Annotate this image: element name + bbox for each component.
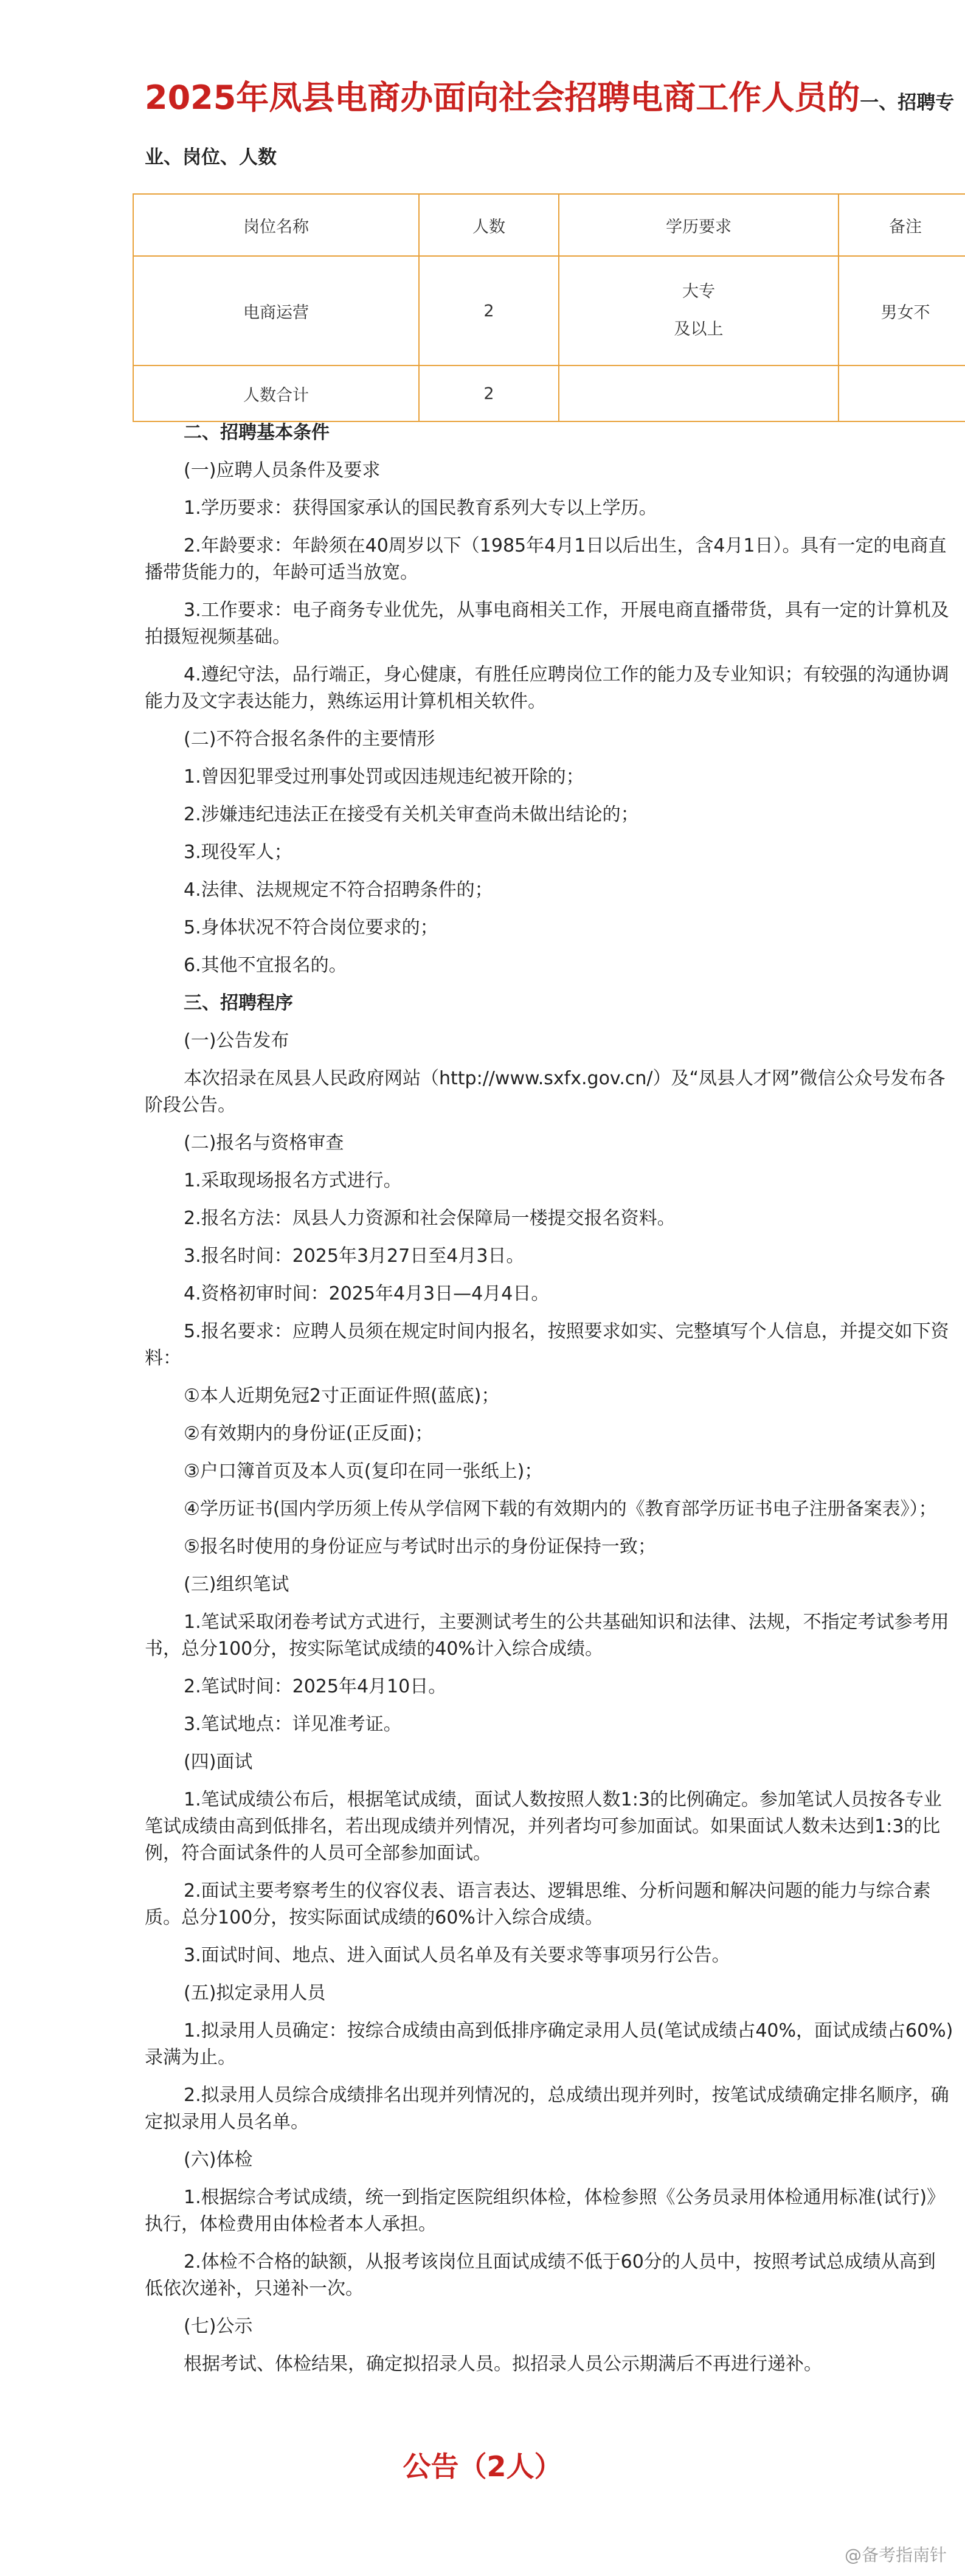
cell-position-name: 电商运营: [133, 256, 419, 365]
paragraph: 2.拟录用人员综合成绩排名出现并列情况的，总成绩出现并列时，按笔试成绩确定排名顺序，确定拟录用人员名单。: [145, 2085, 949, 2133]
paragraph: 2.体检不合格的缺额，从报考该岗位且面试成绩不低于60分的人员中，按照考试总成绩从高到低依次递补，只递补一次。: [145, 2251, 936, 2299]
footer-title: 公告（2人）: [403, 2450, 562, 2483]
cell-total-label: 人数合计: [133, 365, 419, 421]
document-body: [145, 420, 953, 2389]
paragraph: ②有效期内的身份证(正反面)；: [184, 1423, 434, 1444]
paragraph: 根据考试、体检结果，确定拟招录人员。拟招录人员公示期满后不再进行递补。: [184, 2353, 822, 2375]
paragraph: 2.报名方法：凤县人力资源和社会保障局一楼提交报名资料。: [184, 1208, 676, 1229]
paragraph: ③户口簿首页及本人页(复印在同一张纸上)；: [184, 1461, 543, 1482]
paragraph: 4.法律、法规规定不符合招聘条件的；: [184, 879, 493, 901]
paragraph: 2.年龄要求：年龄须在40周岁以下（1985年4月1日以后出生，含4月1日）。具有一定的电商直播带货能力的，年龄可适当放宽。: [145, 535, 947, 583]
paragraph: ⑤报名时使用的身份证应与考试时出示的身份证保持一致；: [184, 1536, 656, 1557]
paragraph: 1.学历要求：获得国家承认的国民教育系列大专以上学历。: [184, 497, 657, 519]
paragraph: 3.面试时间、地点、进入面试人员名单及有关要求等事项另行公告。: [184, 1945, 730, 1966]
cell-empty: [839, 365, 965, 421]
paragraph: 三、招聘程序: [184, 992, 293, 1014]
paragraph: 1.笔试成绩公布后，根据笔试成绩，面试人数按照人数1:3的比例确定。参加笔试人员按各专业笔试成绩由高到低排名，若出现成绩并列情况，并列者均可参加面试。如果面试人数未达到1:3的比例，符合面试条件的人员可全部参加面试。: [145, 1789, 942, 1864]
paragraph: 1.拟录用人员确定：按综合成绩由高到低排序确定录用人员(笔试成绩占40%，面试成绩占60%)录满为止。: [145, 2020, 953, 2068]
paragraph: ④学历证书(国内学历须上传从学信网下载的有效期内的《教育部学历证书电子注册备案表》）；: [184, 1498, 937, 1520]
header-position: 岗位名称: [133, 194, 419, 256]
paragraph: ①本人近期免冠2寸正面证件照(蓝底)；: [184, 1385, 500, 1407]
paragraph: 1.笔试采取闭卷考试方式进行，主要测试考生的公共基础知识和法律、法规，不指定考试参考用书，总分100分，按实际笔试成绩的40%计入综合成绩。: [145, 1612, 949, 1660]
page-title: [145, 73, 960, 182]
header-count: 人数: [419, 194, 559, 256]
table-row: [133, 256, 965, 365]
header-education: 学历要求: [559, 194, 839, 256]
education-line-1: 大专: [682, 282, 715, 301]
education-line-2: 及以上: [674, 320, 724, 339]
recruitment-table: [133, 193, 965, 422]
paragraph: 1.采取现场报名方式进行。: [184, 1170, 402, 1191]
header-note: 备注: [839, 194, 965, 256]
paragraph: 2.涉嫌违纪违法正在接受有关机关审查尚未做出结论的；: [184, 804, 639, 825]
cell-education: [559, 256, 839, 365]
paragraph: 6.其他不宜报名的。: [184, 955, 347, 976]
table-header-row: [133, 194, 965, 256]
paragraph: (二)不符合报名条件的主要情形: [184, 729, 435, 750]
paragraph: 5.身体状况不符合岗位要求的；: [184, 917, 438, 938]
paragraph: 5.报名要求：应聘人员须在规定时间内报名，按照要求如实、完整填写个人信息，并提交如下资料：: [145, 1321, 949, 1369]
paragraph: 本次招录在凤县人民政府网站（http://www.sxfx.gov.cn/）及“凤县人才网”微信公众号发布各阶段公告。: [145, 1068, 946, 1116]
table-total-row: [133, 365, 965, 421]
paragraph: 3.笔试地点：详见准考证。: [184, 1714, 402, 1735]
paragraph: 4.遵纪守法，品行端正，身心健康，有胜任应聘岗位工作的能力及专业知识；有较强的沟通协调能力及文字表达能力，熟练运用计算机相关软件。: [145, 664, 949, 712]
paragraph: (五)拟定录用人员: [184, 1982, 326, 2004]
paragraph: 4.资格初审时间：2025年4月3日—4月4日。: [184, 1283, 550, 1304]
paragraph: 1.曾因犯罪受过刑事处罚或因违规违纪被开除的；: [184, 766, 584, 788]
paragraph: (二)报名与资格审查: [184, 1132, 344, 1154]
paragraph: 2.笔试时间：2025年4月10日。: [184, 1676, 447, 1697]
cell-note: 男女不: [839, 256, 965, 365]
paragraph: (三)组织笔试: [184, 1574, 289, 1595]
paragraph: (四)面试: [184, 1751, 253, 1773]
cell-count: 2: [419, 256, 559, 365]
title-text: 2025年凤县电商办面向社会招聘电商工作人员的: [145, 78, 860, 117]
paragraph: (一)公告发布: [184, 1030, 289, 1051]
paragraph: (六)体检: [184, 2149, 253, 2170]
paragraph: 3.报名时间：2025年3月27日至4月3日。: [184, 1245, 525, 1267]
paragraph: (一)应聘人员条件及要求: [184, 460, 381, 481]
paragraph: 2.面试主要考察考生的仪容仪表、语言表达、逻辑思维、分析问题和解决问题的能力与综合素质。总分100分，按实际面试成绩的60%计入综合成绩。: [145, 1880, 931, 1928]
paragraph: 3.工作要求：电子商务专业优先，从事电商相关工作，开展电商直播带货，具有一定的计算机及拍摄短视频基础。: [145, 600, 949, 648]
paragraph: 1.根据综合考试成绩，统一到指定医院组织体检，体检参照《公务员录用体检通用标准(试行)》执行，体检费用由体检者本人承担。: [145, 2187, 946, 2235]
section1-heading: 一、招聘专业、岗位、人数: [145, 92, 955, 168]
cell-empty: [559, 365, 839, 421]
watermark: @备考指南针: [844, 2545, 947, 2565]
cell-total-count: 2: [419, 365, 559, 421]
paragraph: 3.现役军人；: [184, 842, 292, 863]
paragraph: 二、招聘基本条件: [184, 422, 330, 443]
paragraph: (七)公示: [184, 2316, 253, 2337]
